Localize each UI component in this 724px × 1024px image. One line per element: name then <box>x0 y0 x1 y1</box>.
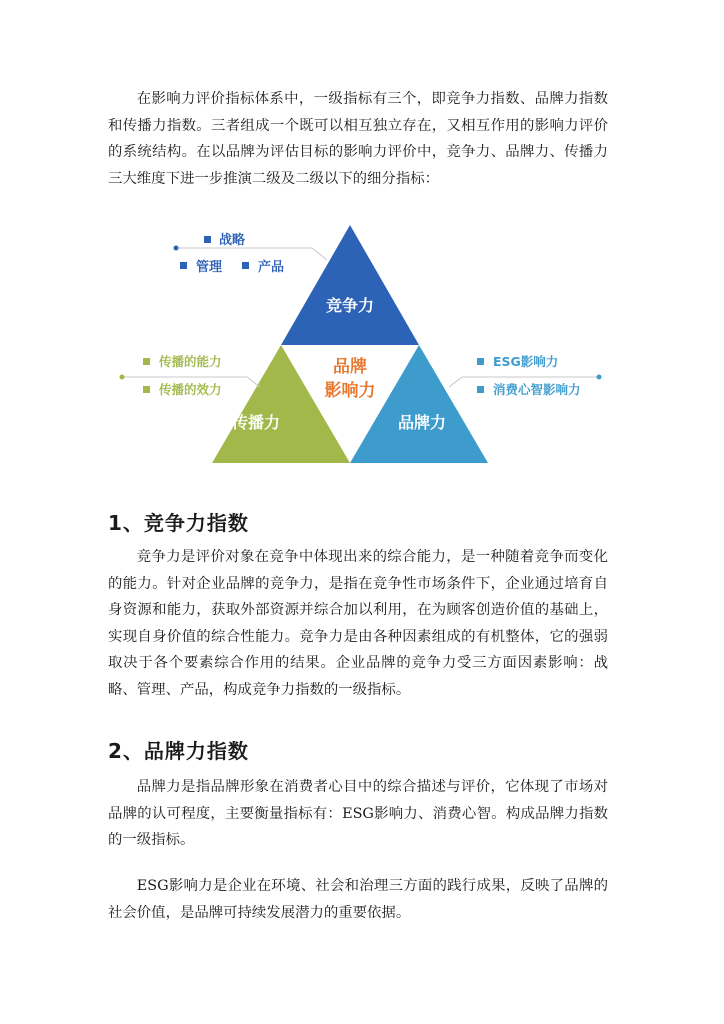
communication-triangle <box>212 345 350 463</box>
left-connector-dot <box>120 375 125 380</box>
competitiveness-triangle <box>281 225 419 345</box>
section1-heading: 1、竞争力指数 <box>108 511 249 535</box>
intro-paragraph: 在影响力评价指标体系中，一级指标有三个，即竞争力指数、品牌力指数和传播力指数。三者组成一个既可以相互独立存在，又相互作用的影响力评价的系统结构。在以品牌为评估目标的影响力评价中，竞争力、品牌力、传播力三大维度下进一步推演二级及二级以下的细分指标： <box>108 91 608 187</box>
right-connector-dot <box>597 375 602 380</box>
bullet-square-icon <box>143 386 150 393</box>
top-connector-diag <box>312 248 327 260</box>
top-connector-dot <box>174 246 179 251</box>
brand-power-label: 品牌力 <box>397 413 447 432</box>
triangle-diagram-svg <box>112 215 612 470</box>
bullet-square-icon <box>477 358 484 365</box>
communication-label: 传播力 <box>231 413 281 432</box>
top-item-strategy: 战略 <box>219 233 246 248</box>
bullet-square-icon <box>143 358 150 365</box>
bullet-square-icon <box>204 236 211 243</box>
right-item-esg: ESG影响力 <box>493 354 559 369</box>
center-label-line2: 影响力 <box>324 381 376 401</box>
top-item-product: 产品 <box>258 260 285 275</box>
section1-body: 竞争力是评价对象在竞争中体现出来的综合能力，是一种随着竞争而变化的能力。针对企业品牌的竞争力，是指在竞争性市场条件下，企业通过培育自身资源和能力，获取外部资源并综合加以利用，在为顾客创造价值的基础上，实现自身价值的综合性能力。竞争力是由各种因素组成的有机整体，它的强弱取决于各个要素综合作用的结果。企业品牌的竞争力受三方面因素影响：战略、管理、产品，构成竞争力指数的一级指标。 <box>108 549 608 698</box>
left-item-ability: 传播的能力 <box>159 354 222 369</box>
section2-body: 品牌力是指品牌形象在消费者心目中的综合描述与评价，它体现了市场对品牌的认可程度，主要衡量指标有：ESG影响力、消费心智。构成品牌力指数的一级指标。 <box>108 779 608 849</box>
section2-heading: 2、品牌力指数 <box>108 739 249 763</box>
center-label-line1: 品牌 <box>333 357 367 377</box>
left-item-effectiveness: 传播的效力 <box>159 382 222 397</box>
right-connector-diag <box>449 377 462 387</box>
bullet-square-icon <box>242 262 249 269</box>
left-connector-diag <box>247 377 260 387</box>
right-item-consumer-mind: 消费心智影响力 <box>493 382 581 397</box>
competitiveness-label: 竞争力 <box>325 296 375 315</box>
bullet-square-icon <box>477 386 484 393</box>
brand-power-triangle <box>350 345 488 463</box>
bullet-square-icon <box>180 262 187 269</box>
brand-influence-diagram <box>112 215 612 470</box>
section2-body2: ESG影响力是企业在环境、社会和治理三方面的践行成果，反映了品牌的社会价值，是品牌可持续发展潜力的重要依据。 <box>108 878 608 921</box>
top-item-management: 管理 <box>196 260 223 275</box>
